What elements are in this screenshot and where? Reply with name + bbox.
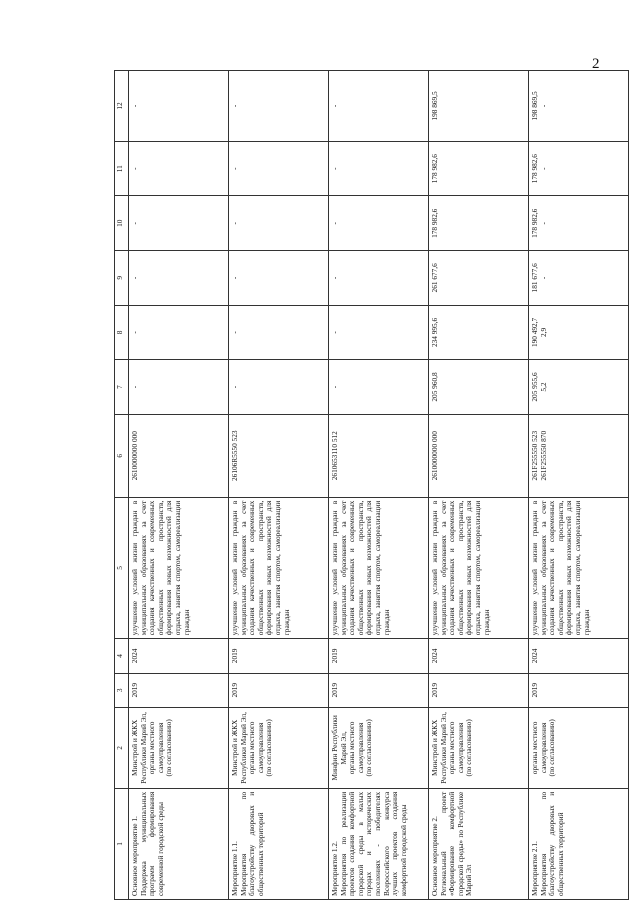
table-row [329,71,429,900]
expected-result: улучшение условий жизни граждан в муниципальных образованиях за счет создания качественных и современных общественных пространств, формирования новых возможностей для отдыха, занятия спортом, самореализации граждан [129,497,229,639]
col-header: 1 [115,788,129,899]
funding-2021: - [229,251,329,306]
col-header: 6 [115,414,129,497]
funding-2023: - [229,141,329,196]
funding-2023: - [329,141,429,196]
executor: Минстрой и ЖКХ Республики Марий Эл, органы местного самоуправления (по согласованию) [229,707,329,788]
funding-2022: - [329,196,429,251]
funding-2023: 178 982,6 - [529,141,629,196]
col-header: 4 [115,639,129,673]
col-header: 11 [115,141,129,196]
funding-2021: - [329,251,429,306]
executor: Минфин Республики Марий Эл, органы местного самоуправления (по согласованию) [329,707,429,788]
budget-code: 2610000000 000 [129,414,229,497]
funding-2024: - [329,71,429,142]
col-header: 7 [115,360,129,415]
expected-result: улучшение условий жизни граждан в муниципальных образованиях за счет создания качественных и современных общественных пространств, формирования новых возможностей для отдыха, занятия спортом, самореализации граждан [429,497,529,639]
funding-2021: 181 677,6 - [529,251,629,306]
activity-name: Основное мероприятие 2. Региональный проект «Формирование комфортной городской среды» по Республике Марий Эл [429,788,529,899]
program-table [114,70,629,900]
header-row [115,71,129,900]
funding-2019: - [329,360,429,415]
start-year: 2019 [529,673,629,707]
activity-name: Мероприятие 1.2. Мероприятия по реализации проектов создания комфортной городской среды в малых городах и исторических поселениях - победителях Всероссийского конкурса лучших проектов создания комфортной городской среды [329,788,429,899]
start-year: 2019 [129,673,229,707]
table-row [529,71,629,900]
expected-result: улучшение условий жизни граждан в муниципальных образованиях за счет создания качественных и современных общественных пространств, формирования новых возможностей для отдыха, занятия спортом, самореализации граждан [229,497,329,639]
col-header: 5 [115,497,129,639]
start-year: 2019 [229,673,329,707]
funding-2019: - [229,360,329,415]
funding-2023: - [129,141,229,196]
executor: Минстрой и ЖКХ Республики Марий Эл, органы местного самоуправления (по согласованию) [129,707,229,788]
col-header: 9 [115,251,129,306]
executor: органы местного самоуправления (по согласованию) [529,707,629,788]
funding-2022: - [229,196,329,251]
funding-2024: - [229,71,329,142]
start-year: 2019 [329,673,429,707]
col-header: 3 [115,673,129,707]
start-year: 2019 [429,673,529,707]
end-year: 2024 [529,639,629,673]
funding-2020: - [229,305,329,360]
budget-code: 26106R5550 523 [229,414,329,497]
funding-2020: - [129,305,229,360]
funding-2022: - [129,196,229,251]
activity-name: Мероприятие 1.1. Мероприятия по благоустройству дворовых и общественных территорий [229,788,329,899]
table-row [129,71,229,900]
rotated-table-container [114,70,624,900]
activity-name: Основное мероприятие 1. Поддержка муниципальных программ формирования современной городской среды [129,788,229,899]
end-year: 2024 [429,639,529,673]
funding-2019: 205 955,6 5,2 [529,360,629,415]
col-header: 10 [115,196,129,251]
funding-2020: 234 995,6 [429,305,529,360]
col-header: 12 [115,71,129,142]
funding-2021: - [129,251,229,306]
funding-2024: 198 869,5 [429,71,529,142]
funding-2020: - [329,305,429,360]
executor: Минстрой и ЖКХ Республики Марий Эл, органы местного самоуправления (по согласованию) [429,707,529,788]
col-header: 8 [115,305,129,360]
activity-name: Мероприятие 2.1. Мероприятия по благоустройству дворовых и общественных территорий [529,788,629,899]
budget-code: 2610000000 000 [429,414,529,497]
end-year: 2024 [129,639,229,673]
budget-code: 2610653110 512 [329,414,429,497]
page-number: 2 [592,56,600,72]
expected-result: улучшение условий жизни граждан в муниципальных образованиях за счет создания качественных и современных общественных пространств, формирования новых возможностей для отдыха, занятия спортом, самореализации граждан [329,497,429,639]
table-row [429,71,529,900]
funding-2019: - [129,360,229,415]
col-header: 2 [115,707,129,788]
end-year: 2019 [229,639,329,673]
table-row [229,71,329,900]
funding-2019: 205 960,8 [429,360,529,415]
funding-2024: 198 869,5 - [529,71,629,142]
funding-2024: - [129,71,229,142]
funding-2021: 261 677,6 [429,251,529,306]
end-year: 2019 [329,639,429,673]
budget-code: 261F255550 523 261F255550 870 [529,414,629,497]
funding-2022: 178 982,6 - [529,196,629,251]
funding-2022: 178 982,6 [429,196,529,251]
funding-2020: 190 492,7 2,9 [529,305,629,360]
funding-2023: 178 982,6 [429,141,529,196]
expected-result: улучшение условий жизни граждан в муниципальных образованиях за счет создания качественных и современных общественных пространств, формирования новых возможностей для отдыха, занятия спортом, самореализации граждан [529,497,629,639]
